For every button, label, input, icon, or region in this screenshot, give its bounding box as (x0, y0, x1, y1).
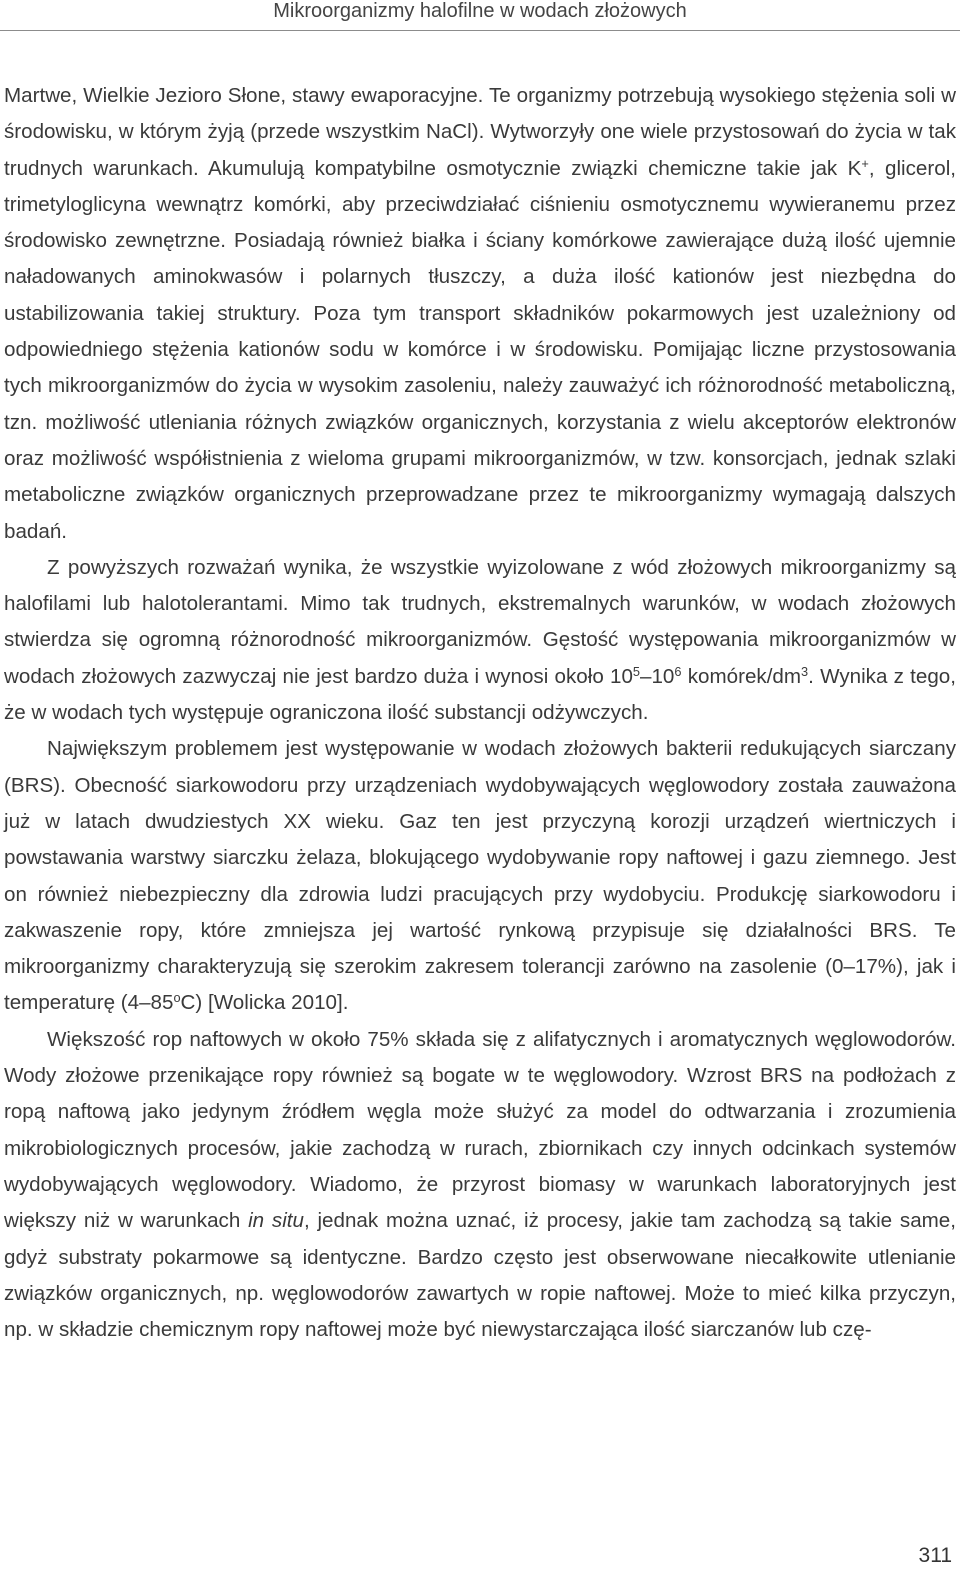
paragraph-4 (4, 1022, 956, 1349)
text-run: , glicerol, trimetyloglicyna wewnątrz komórki, aby przeciwdziałać ciśnieniu osmotycznemu wywieranemu przez środowisko zewnętrzne. Posiadają również białka i ściany komórkowe zawierające dużą ilość ujemnie naładowanych aminokwasów i polarnych tłuszczy, a duża ilość kationów jest niezbędna do ustabilizowania takiej struktury. Poza tym transport składników pokarmowych jest uzależniony od odpowiedniego stężenia kationów sodu w komórce i w środowisku. Pomijając liczne przystosowania tych mikroorganizmów do życia w wysokim zasoleniu, należy zauważyć ich różnorodność metaboliczną, tzn. możliwość utleniania różnych związków organicznych, korzystania z wielu akceptorów elektronów oraz możliwość współistnienia z wieloma grupami mikroorganizmów, w tzw. konsorcjach, jednak szlaki metaboliczne związków organicznych przeprowadzane przez te mikroorganizmy wymagają dalszych badań. (4, 156, 956, 543)
text-run: Z powyższych rozważań wynika, że wszystkie wyizolowane z wód złożowych mikroorganizmy są halofilami lub halotolerantami. Mimo tak trudnych, ekstremalnych warunków, w wodach złożowych stwierdza się ogromną różnorodność mikroorganizmów. Gęstość występowania mikroorganizmów w wodach złożowych zazwyczaj nie jest bardzo duża i wynosi około 10 (4, 555, 956, 688)
superscript: + (861, 155, 869, 171)
paragraph-2 (4, 550, 956, 731)
text-run: Martwe, Wielkie Jezioro Słone, stawy ewaporacyjne. Te organizmy potrzebują wysokiego stężenia soli w środowisku, w którym żyją (przede wszystkim NaCl). Wytworzyły one wiele przystosowań do życia w tak trudnych warunkach. Akumulują kompatybilne osmotycznie związki chemiczne takie jak K (4, 84, 956, 180)
text-run: Większość rop naftowych w około 75% składa się z alifatycznych i aromatycznych węglowodorów. Wody złożowe przenikające ropy również są bogate w te węglowodory. Wzrost BRS na podłożach z ropą naftową jako jedynym źródłem węgla może służyć za model do odtwarzania i zrozumienia mikrobiologicznych procesów, jakie zachodzą w rurach, zbiornikach czy innych odcinkach systemów wydobywających węglowodory. Wiadomo, że przyrost biomasy w warunkach laboratoryjnych jest większy niż w warunkach (4, 1027, 956, 1233)
text-run: –10 (640, 664, 675, 688)
running-header (0, 0, 960, 31)
paragraph-1 (4, 78, 956, 550)
superscript: 3 (801, 663, 809, 679)
paragraph-3 (4, 731, 956, 1021)
text-run: Największym problemem jest występowanie w wodach złożowych bakterii redukujących siarczany (BRS). Obecność siarkowodoru przy urządzeniach wydobywających węglowodory została zauważona już w latach dwudziestych XX wieku. Gaz ten jest przyczyną korozji urządzeń wiertniczych i powstawania warstwy siarczku żelaza, blokującego wydobywanie ropy naftowej i gazu ziemnego. Jest on również niebezpieczny dla zdrowia ludzi pracujących przy wydobyciu. Produkcję siarkowodoru i zakwaszenie ropy, które zmniejsza jej wartość rynkową przypisuje się działalności BRS. Te mikroorganizmy charakteryzują się szerokim zakresem tolerancji zarówno na zasolenie (0–17%), jak i temperaturę (4–85 (4, 737, 956, 1015)
superscript: 6 (674, 663, 682, 679)
running-header-title: Mikroorganizmy halofilne w wodach złożowych (273, 0, 687, 22)
superscript: 5 (632, 663, 641, 679)
text-run: . Wynika z tego, że w wodach tych występuje ograniczona ilość substancji odżywczych. (4, 664, 956, 725)
italic-term: in situ (248, 1209, 304, 1233)
superscript: o (173, 990, 181, 1006)
body-text (4, 78, 956, 1348)
text-run: C) [Wolicka 2010]. (180, 991, 349, 1015)
text-run: komórek/dm (681, 664, 802, 688)
page-number: 311 (918, 1544, 952, 1567)
text-run: , jednak można uznać, iż procesy, jakie tam zachodzą są takie same, gdyż substraty pokarmowe są identyczne. Bardzo często jest obserwowane niecałkowite utlenianie związków organicznych, np. węglowodorów zawartych w ropie naftowej. Może to mieć kilka przyczyn, np. w składzie chemicznym ropy naftowej może być niewystarczająca ilość siarczanów lub czę- (4, 1209, 956, 1342)
